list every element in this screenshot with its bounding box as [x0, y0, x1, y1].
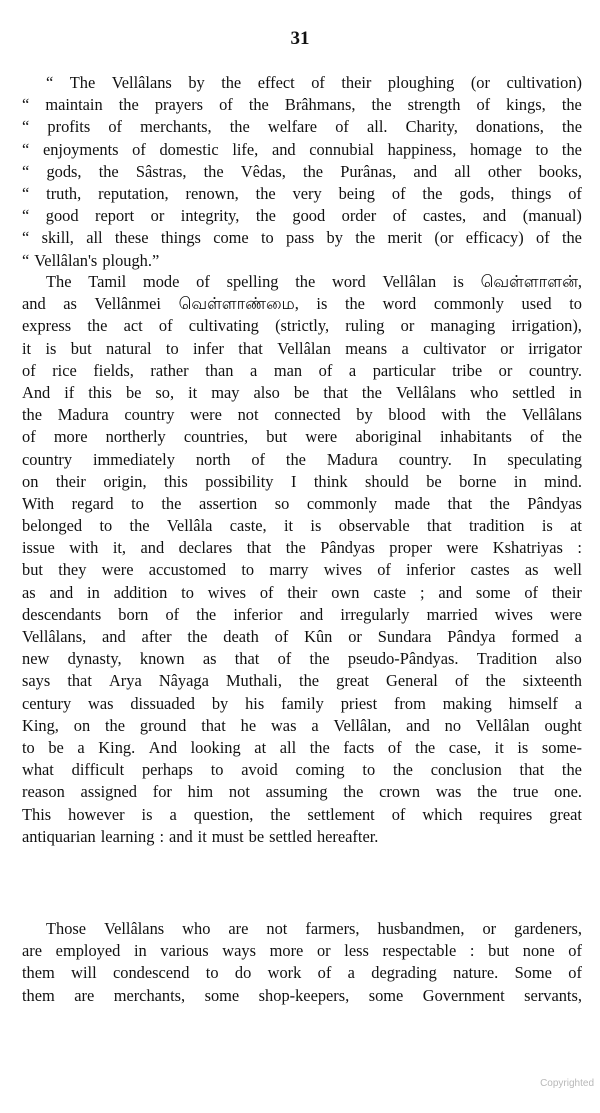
text-line: “ skill, all these things come to pass by the merit (or efficacy) of the: [22, 228, 582, 248]
text-line: new dynasty, known as that of the pseudo-Pândyas. Tradition also: [22, 649, 582, 669]
text-line: says that Arya Nâyaga Muthali, the great General of the sixteenth: [22, 671, 582, 691]
text-line: century was dissuaded by his family priest from making himself a: [22, 693, 582, 713]
text-line: belonged to the Vellâla caste, it is observable that tradition is at: [22, 516, 582, 536]
text-line: and as Vellânmei வெள்ளாண்மை, is the word commonly used to: [22, 294, 582, 314]
text-line: King, on the ground that he was a Vellâlan, and no Vellâlan ought: [22, 715, 582, 735]
text-line: “ maintain the prayers of the Brâhmans, the strength of kings, the: [22, 95, 582, 115]
tamil-spelling-paragraph: [22, 271, 582, 848]
text-line: it is but natural to infer that Vellâlan means a cultivator or irrigator: [22, 338, 582, 358]
text-line: “ profits of merchants, the welfare of all. Charity, donations, the: [22, 117, 582, 137]
text-line: antiquarian learning : and it must be settled hereafter.: [22, 826, 379, 846]
text-line: them will condescend to do work of a degrading nature. Some of: [22, 963, 582, 983]
quotation-paragraph: [22, 72, 582, 272]
text-line: The Tamil mode of spelling the word Vellâlan is வெள்ளாளன்,: [46, 272, 582, 291]
copyright-watermark: Copyrighted: [540, 1078, 594, 1089]
text-line: Those Vellâlans who are not farmers, husbandmen, or gardeners,: [46, 919, 582, 938]
text-line: And if this be so, it may also be that the Vellâlans who settled in: [22, 382, 582, 402]
text-line: them are merchants, some shop-keepers, some Government servants,: [22, 985, 582, 1005]
text-line: This however is a question, the settlement of which requires great: [22, 804, 582, 824]
text-line: “ Vellâlan's plough.”: [22, 250, 160, 270]
text-line: “ gods, the Sâstras, the Vêdas, the Purânas, and all other books,: [22, 161, 582, 181]
text-line: issue with it, and declares that the Pândyas proper were Kshatriyas :: [22, 538, 582, 558]
text-line: country immediately north of the Madura country. In speculating: [22, 449, 582, 469]
text-line: the Madura country were not connected by blood with the Vellâlans: [22, 405, 582, 425]
text-line: but they were accustomed to marry wives of inferior castes as well: [22, 560, 582, 580]
text-line: “ truth, reputation, renown, the very being of the gods, things of: [22, 183, 582, 203]
text-line: “ good report or integrity, the good order of castes, and (manual): [22, 206, 582, 226]
page-number: 31: [290, 28, 310, 49]
text-line: to be a King. And looking at all the facts of the case, it is some-: [22, 737, 582, 757]
text-line: express the act of cultivating (strictly, ruling or managing irrigation),: [22, 316, 582, 336]
text-line: as and in addition to wives of their own caste ; and some of their: [22, 582, 582, 602]
occupations-paragraph: [22, 918, 582, 1007]
text-line: of rice fields, rather than a man of a particular tribe or country.: [22, 360, 582, 380]
text-line: are employed in various ways more or less respectable : but none of: [22, 941, 582, 961]
text-line: descendants born of the inferior and irregularly married wives were: [22, 604, 582, 624]
text-line: “ The Vellâlans by the effect of their ploughing (or cultivation): [46, 73, 582, 92]
text-line: Vellâlans, and after the death of Kûn or Sundara Pândya formed a: [22, 627, 582, 646]
text-line: of more northerly countries, but were aboriginal inhabitants of the: [22, 427, 582, 447]
text-line: what difficult perhaps to avoid coming to the conclusion that the: [22, 760, 582, 780]
text-line: “ enjoyments of domestic life, and connubial happiness, homage to the: [22, 139, 582, 159]
text-line: With regard to the assertion so commonly made that the Pândyas: [22, 493, 582, 513]
text-line: on their origin, this possibility I think should be borne in mind.: [22, 471, 582, 491]
text-line: reason assigned for him not assuming the crown was the true one.: [22, 782, 582, 802]
